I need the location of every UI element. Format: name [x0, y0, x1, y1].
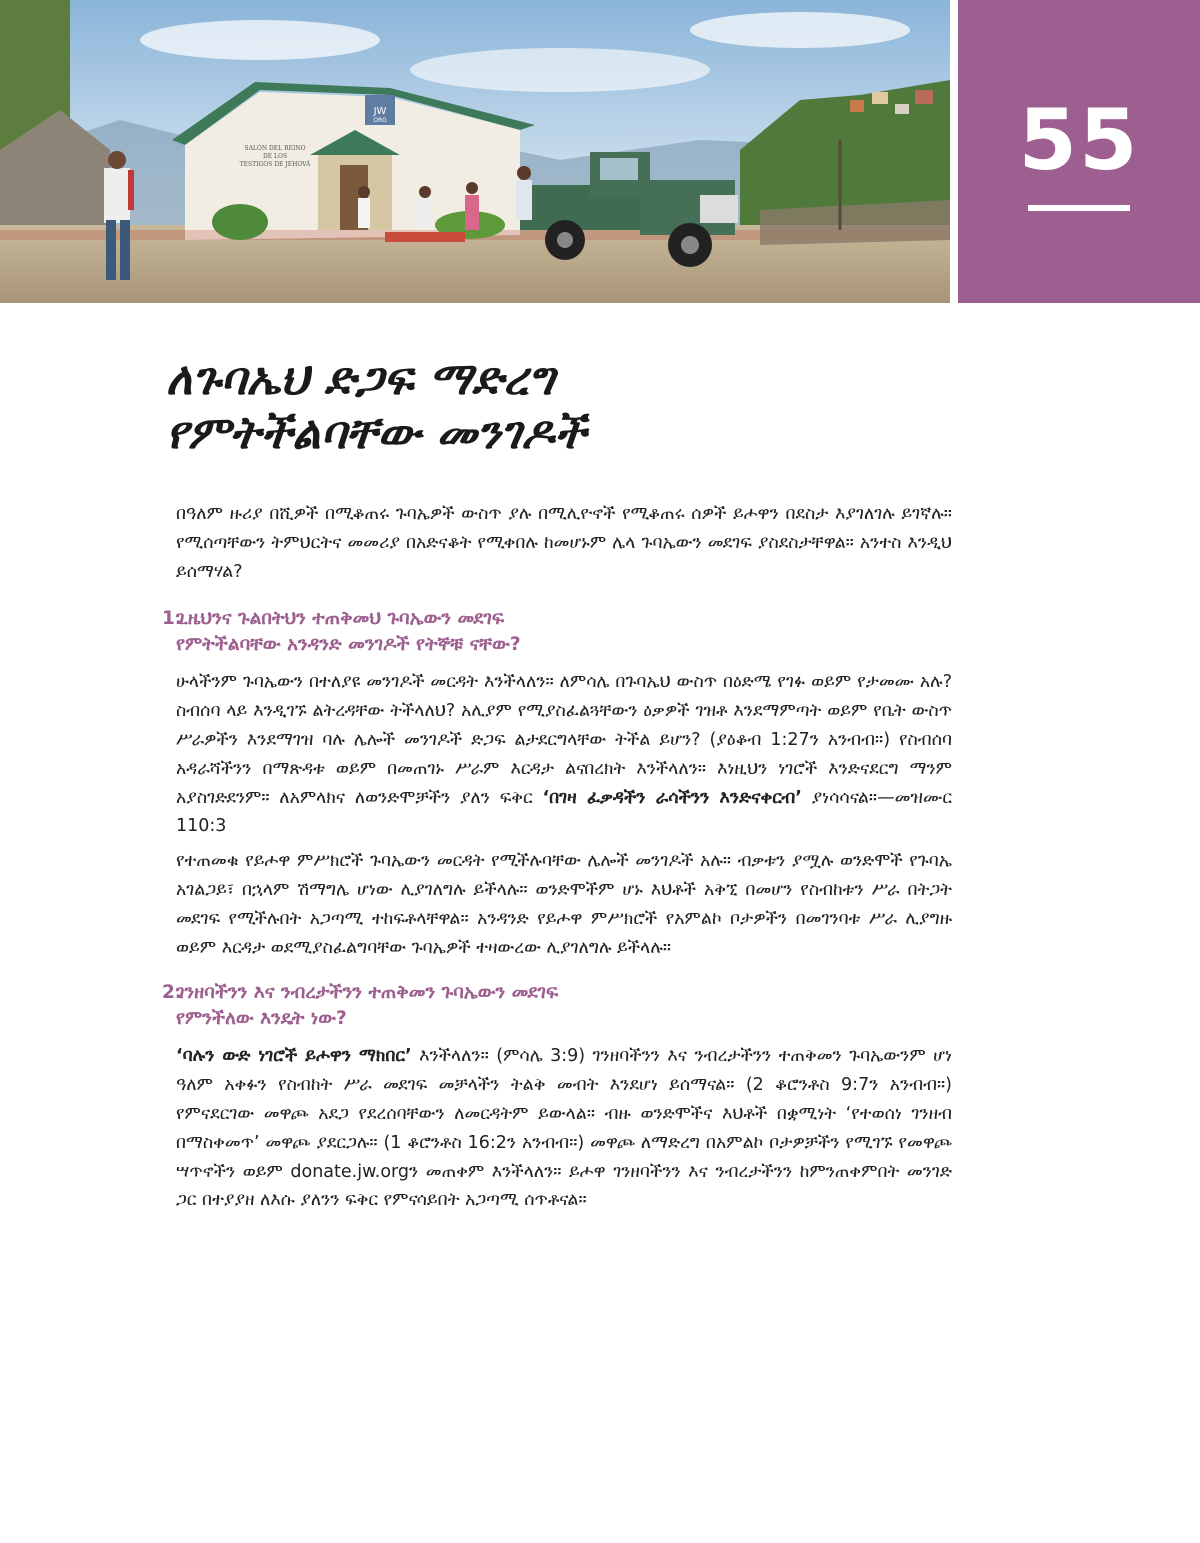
hero-photo [0, 0, 950, 303]
question-line: የምትችልባቸው አንዳንድ መንገዶች የትኞቹ ናቸው? [176, 634, 521, 656]
paragraph-text: ያነሳሳናል።—መዝሙር 110:3 [176, 787, 952, 837]
intro-paragraph: በዓለም ዙሪያ በሺዎች በሚቆጠሩ ጉባኤዎች ውስጥ ያሉ በሚሊዮኖች የሚቆጠሩ ሰዎች ይሖዋን በደስታ እያገለገሉ ይገኛሉ። የሚሰጣቸውን ትምህርትና መመሪያ በአድናቆት የሚቀበሉ ከመሆኑም ሌላ ጉባኤውን መደገፍ ያስደስታቸዋል። አንተስ እንዲህ ይሰማሃል? [176, 504, 952, 582]
answer-paragraph: የተጠመቁ የይሖዋ ምሥክሮች ጉባኤውን መርዳት የሚችሉባቸው ሌሎች መንገዶች አሉ። ብቃቱን ያሟሉ ወንድሞች የጉባኤ አገልጋይ፣ በኋላም ሽማግሌ ሆነው ሊያገለግሉ ይችላሉ። ወንድሞችም ሆኑ እህቶች አቅኚ በመሆን የስብከቱን ሥራ በትጋት መደገፍ የሚችሉበት አጋጣሚ ተከፍቶላቸዋል። አንዳንድ የይሖዋ ምሥክሮች የአምልኮ ቦታዎችን በመገንባቱ ሥራ ሊያግዙ ወይም እርዳታ ወደሚያስፈልግባቸው ጉባኤዎች ተዛውረው ሊያገለግሉ ይችላሉ። [176, 851, 952, 958]
question-number: 2. [162, 982, 182, 1004]
answer-paragraph [176, 668, 952, 841]
kingdom-hall-illustration [0, 0, 950, 303]
title-line-2: የምትችልባቸው መንገዶች [166, 406, 586, 459]
question-2 [162, 980, 952, 1032]
bush [212, 204, 268, 240]
lesson-badge [958, 0, 1200, 303]
svg-text:SALÓN DEL REINO: SALÓN DEL REINO [244, 145, 306, 152]
svg-text:JW: JW [373, 106, 387, 117]
bold-quote: ‘በገዛ ፈቃዳችን ራሳችንን እንድናቀርብ’ [542, 787, 802, 808]
svg-text:DE LOS: DE LOS [262, 153, 288, 160]
question-line: ጊዜህንና ጉልበትህን ተጠቅመህ ጉባኤውን መደገፍ [176, 608, 505, 630]
question-1 [162, 606, 952, 658]
section-1 [162, 606, 952, 962]
svg-text:ORG: ORG [373, 117, 387, 124]
paragraph-text: ሁላችንም ጉባኤውን በተለያዩ መንገዶች መርዳት እንችላለን። ለምሳሌ በጉባኤህ ውስጥ በዕድሜ የገፉ ወይም የታመሙ አሉ? ስብሰባ ላይ እንዲገኙ ልትረዳቸው ትችላለህ? አሊያም የሚያስፈልጓቸውን ዕቃዎች ገዝቶ እንደማምጣት ወይም የቤት ውስጥ ሥራዎችን እንደማገዝ ባሉ ሌሎች መንገዶች ድጋፍ ልታደርግላቸው ትችል ይሆን? (ያዕቆብ 1:27ን አንብብ።) የስብሰባ አዳራሻችንን በማጽዳቱ ወይም በመጠገኑ ሥራም እርዳታ ልናበረክት እንችላለን። እነዚህን ነገሮች እንድናደርግ ማንም አያስገድደንም። ለአምላክና ለወንድሞቻችን ያለን ፍቅር [176, 672, 952, 808]
lesson-number: 55 [1018, 91, 1140, 189]
badge-underline [1028, 205, 1130, 211]
section-2 [162, 980, 952, 1215]
lesson-content [162, 500, 952, 1233]
page-title [166, 352, 926, 460]
question-line: ገንዘባችንን እና ንብረታችንን ተጠቅመን ጉባኤውን መደገፍ [176, 982, 559, 1004]
svg-text:TESTIGOS DE JEHOVÁ: TESTIGOS DE JEHOVÁ [239, 161, 311, 168]
bold-quote: ‘ባሉን ውድ ነገሮች ይሖዋን ማክበር’ [176, 1046, 412, 1067]
title-line-1: ለጉባኤህ ድጋፍ ማድረግ [166, 352, 555, 405]
question-number: 1. [162, 608, 182, 630]
question-line: የምንችለው እንዴት ነው? [176, 1008, 347, 1030]
answer-paragraph [176, 1042, 952, 1215]
paragraph-text: እንችላለን። (ምሳሌ 3:9) ገንዘባችንን እና ንብረታችንን ተጠቅመን ጉባኤውንም ሆነ ዓለም አቀፉን የስብከት ሥራ መደገፍ መቻላችን ትልቅ መብት እንደሆነ ይሰማናል። (2 ቆሮንቶስ 9:7ን አንብብ።) የምናደርገው መዋጮ አደጋ የደረሰባቸውን ለመርዳትም ይውላል። ብዙ ወንድሞችና እህቶች በቋሚነት ‘የተወሰነ ገንዘብ በማስቀመጥ’ መዋጮ ያደርጋሉ። (1 ቆሮንቶስ 16:2ን አንብብ።) መዋጮ ለማድረግ በአምልኮ ቦታዎቻችን የሚገኙ የመዋጮ ሣጥኖችን ወይም donate.jw.orgን መጠቀም እንችላለን። ይሖዋ ገንዘባችንን እና ንብረታችንን ከምንጠቀምበት መንገድ ጋር በተያያዘ ለእሱ ያለንን ፍቅር የምናሳይበት አጋጣሚ ሰጥቶናል። [176, 1046, 952, 1211]
